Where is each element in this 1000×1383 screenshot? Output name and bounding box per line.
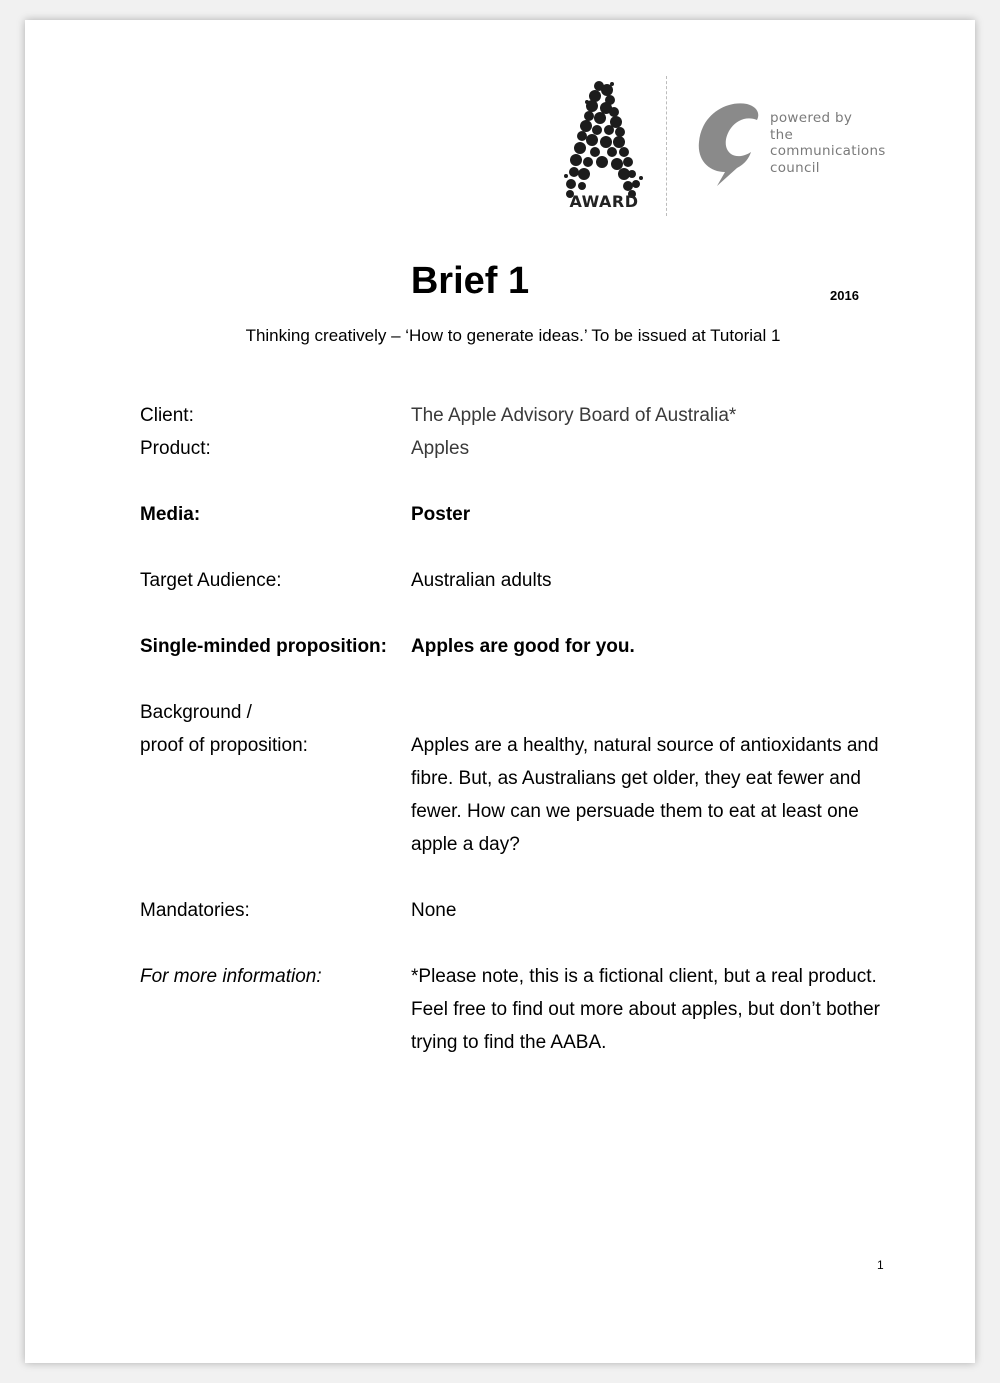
more-info-value-line: trying to find the AABA. <box>411 1032 607 1053</box>
page-number: 1 <box>877 1258 884 1272</box>
proposition-value: Apples are good for you. <box>411 636 635 657</box>
council-line: the <box>770 126 794 143</box>
background-value-line: fewer. How can we persuade them to eat at least one <box>411 801 859 822</box>
more-info-label: For more information: <box>140 966 322 987</box>
target-audience-label: Target Audience: <box>140 570 282 591</box>
proposition-label: Single-minded proposition: <box>140 636 387 657</box>
client-label: Client: <box>140 405 194 426</box>
background-value <box>411 729 901 861</box>
background-value-line: Apples are a healthy, natural source of antioxidants and <box>411 735 879 756</box>
more-info-value-line: Feel free to find out more about apples, but don’t bother <box>411 999 880 1020</box>
client-value: The Apple Advisory Board of Australia* <box>411 405 737 426</box>
document-page <box>25 20 975 1363</box>
page-title: Brief 1 <box>410 260 530 302</box>
council-line: council <box>770 159 820 176</box>
page-subtitle: Thinking creatively – ‘How to generate ideas.’ To be issued at Tutorial 1 <box>245 326 781 345</box>
more-info-value-line: *Please note, this is a fictional client, but a real product. <box>411 966 877 987</box>
background-value-line: fibre. But, as Australians get older, they eat fewer and <box>411 768 861 789</box>
more-info-value <box>411 960 901 1059</box>
year-label: 2016 <box>830 288 859 303</box>
background-label <box>140 696 410 762</box>
background-label-line: proof of proposition: <box>140 735 308 756</box>
communications-council-text <box>770 110 886 176</box>
council-line: communications <box>770 143 886 159</box>
communications-council-c-logo-icon <box>695 102 763 188</box>
mandatories-label: Mandatories: <box>140 900 250 921</box>
target-audience-value: Australian adults <box>411 570 552 591</box>
media-label: Media: <box>140 504 201 525</box>
background-value-line: apple a day? <box>411 834 520 855</box>
logo-divider <box>666 76 667 216</box>
product-value: Apples <box>411 438 470 459</box>
background-label-line: Background / <box>140 702 252 723</box>
product-label: Product: <box>140 438 211 459</box>
mandatories-value: None <box>411 900 457 921</box>
award-logo-text: AWARD <box>569 192 639 211</box>
media-value: Poster <box>411 504 471 525</box>
council-line: powered by <box>770 110 853 126</box>
